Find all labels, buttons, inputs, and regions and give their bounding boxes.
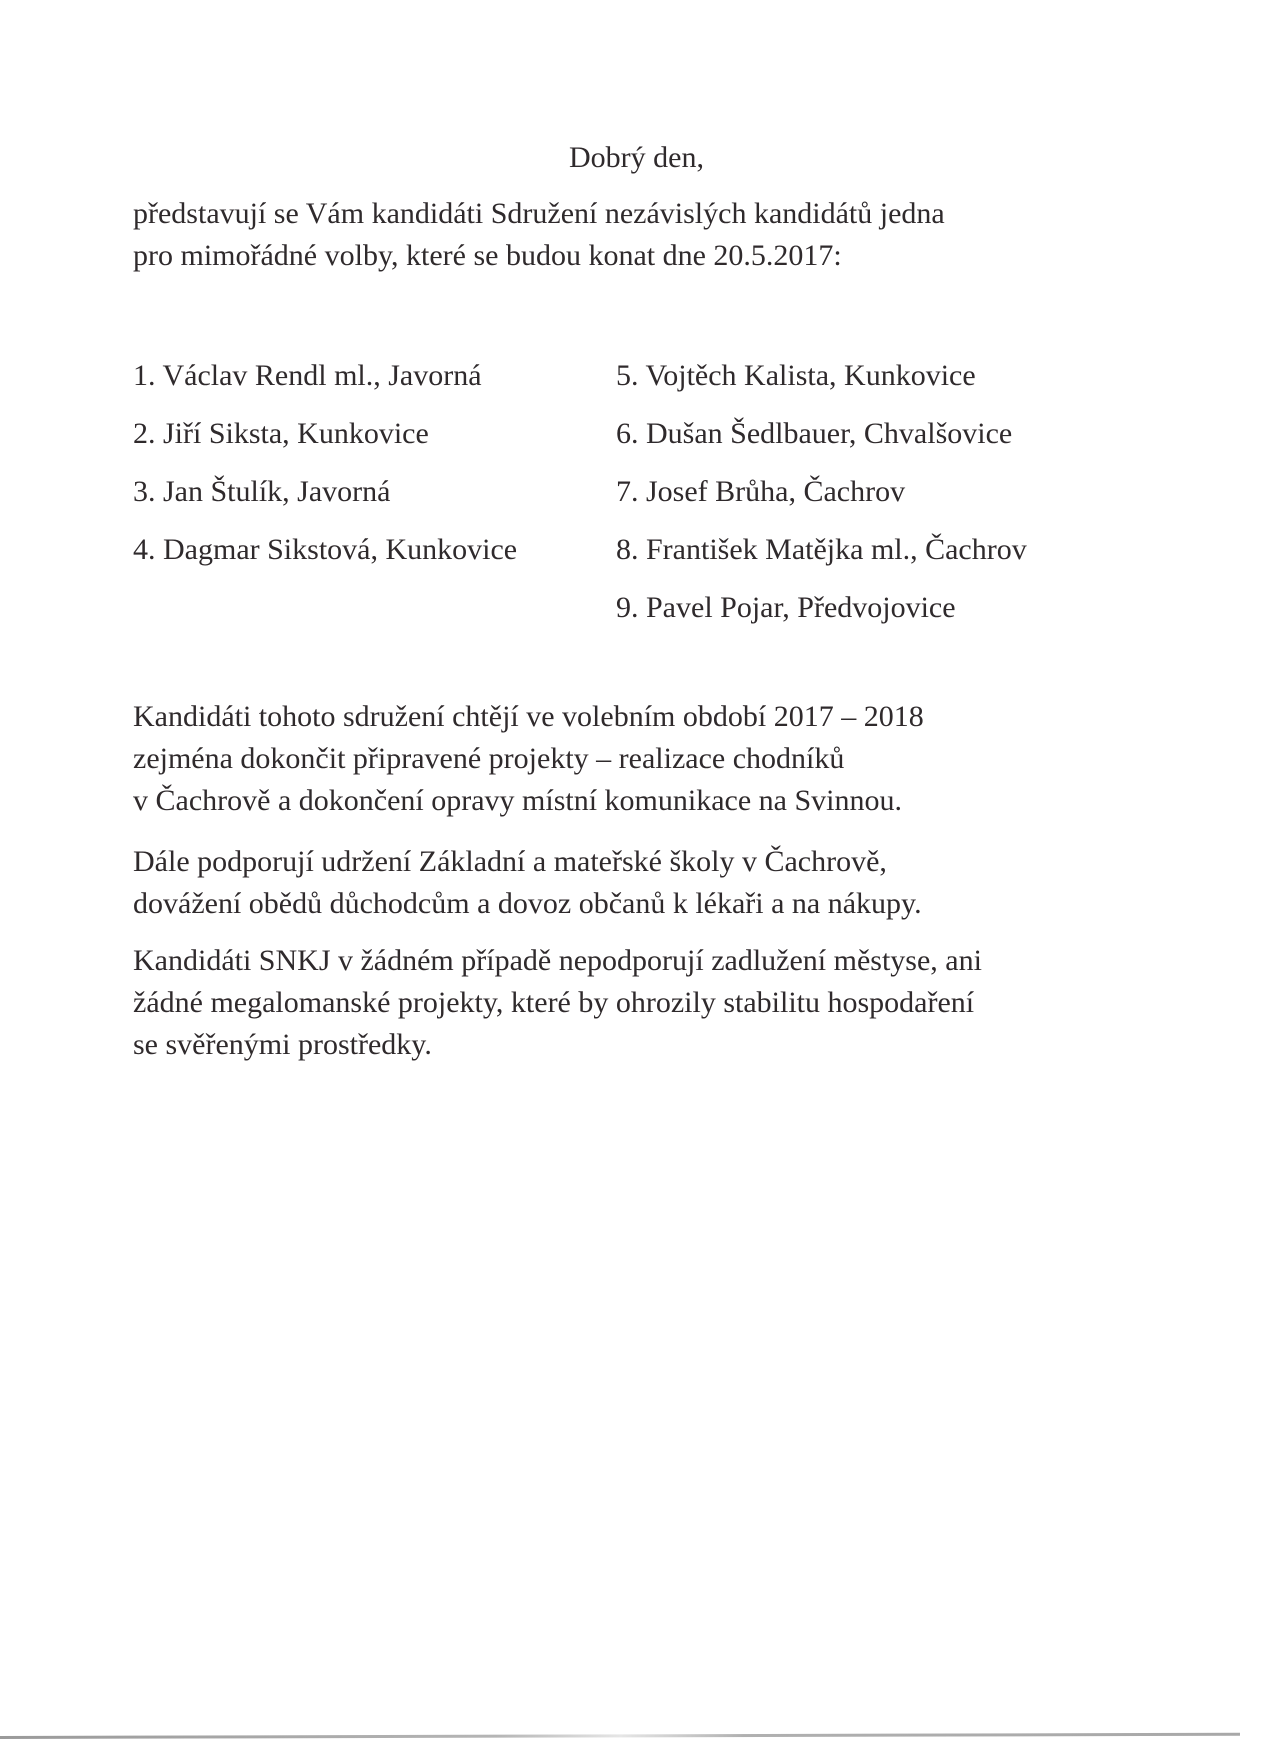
paragraph-line: v Čachrově a dokončení opravy místní komunikace na Svinnou. bbox=[133, 784, 902, 817]
candidate-item: 9. Pavel Pojar, Předvojovice bbox=[616, 591, 956, 624]
paragraph-line: Kandidáti SNKJ v žádném případě nepodporují zadlužení městyse, ani bbox=[133, 944, 982, 977]
candidate-item: 1. Václav Rendl ml., Javorná bbox=[133, 359, 482, 392]
candidate-item: 6. Dušan Šedlbauer, Chvalšovice bbox=[616, 417, 1013, 450]
paragraph-line: zejména dokončit připravené projekty – realizace chodníků bbox=[133, 742, 845, 775]
support-paragraph bbox=[133, 841, 922, 925]
candidate-item: 4. Dagmar Sikstová, Kunkovice bbox=[133, 533, 518, 566]
candidate-item: 5. Vojtěch Kalista, Kunkovice bbox=[616, 359, 976, 392]
stance-paragraph bbox=[133, 940, 982, 1066]
paragraph-line: se svěřenými prostředky. bbox=[133, 1028, 432, 1061]
intro-line: pro mimořádné volby, které se budou konat dne 20.5.2017: bbox=[133, 239, 842, 272]
paragraph-line: Dále podporují udržení Základní a mateřské školy v Čachrově, bbox=[133, 845, 887, 878]
goals-paragraph bbox=[133, 696, 924, 822]
intro-line: představují se Vám kandidáti Sdružení nezávislých kandidátů jedna bbox=[133, 197, 945, 230]
paragraph-line: dovážení obědů důchodcům a dovoz občanů k lékaři a na nákupy. bbox=[133, 887, 922, 920]
paragraph-line: Kandidáti tohoto sdružení chtějí ve volebním období 2017 – 2018 bbox=[133, 700, 924, 733]
greeting: Dobrý den, bbox=[569, 141, 704, 174]
candidate-item: 7. Josef Brůha, Čachrov bbox=[616, 475, 906, 508]
scan-edge-line bbox=[0, 1733, 1240, 1739]
candidate-item: 2. Jiří Siksta, Kunkovice bbox=[133, 417, 429, 450]
candidate-list-left bbox=[133, 347, 517, 579]
candidate-item: 3. Jan Štulík, Javorná bbox=[133, 475, 391, 508]
intro-paragraph bbox=[133, 193, 945, 277]
candidate-item: 8. František Matějka ml., Čachrov bbox=[616, 533, 1027, 566]
candidate-list-right bbox=[616, 347, 1027, 637]
paragraph-line: žádné megalomanské projekty, které by ohrozily stabilitu hospodaření bbox=[133, 986, 975, 1019]
